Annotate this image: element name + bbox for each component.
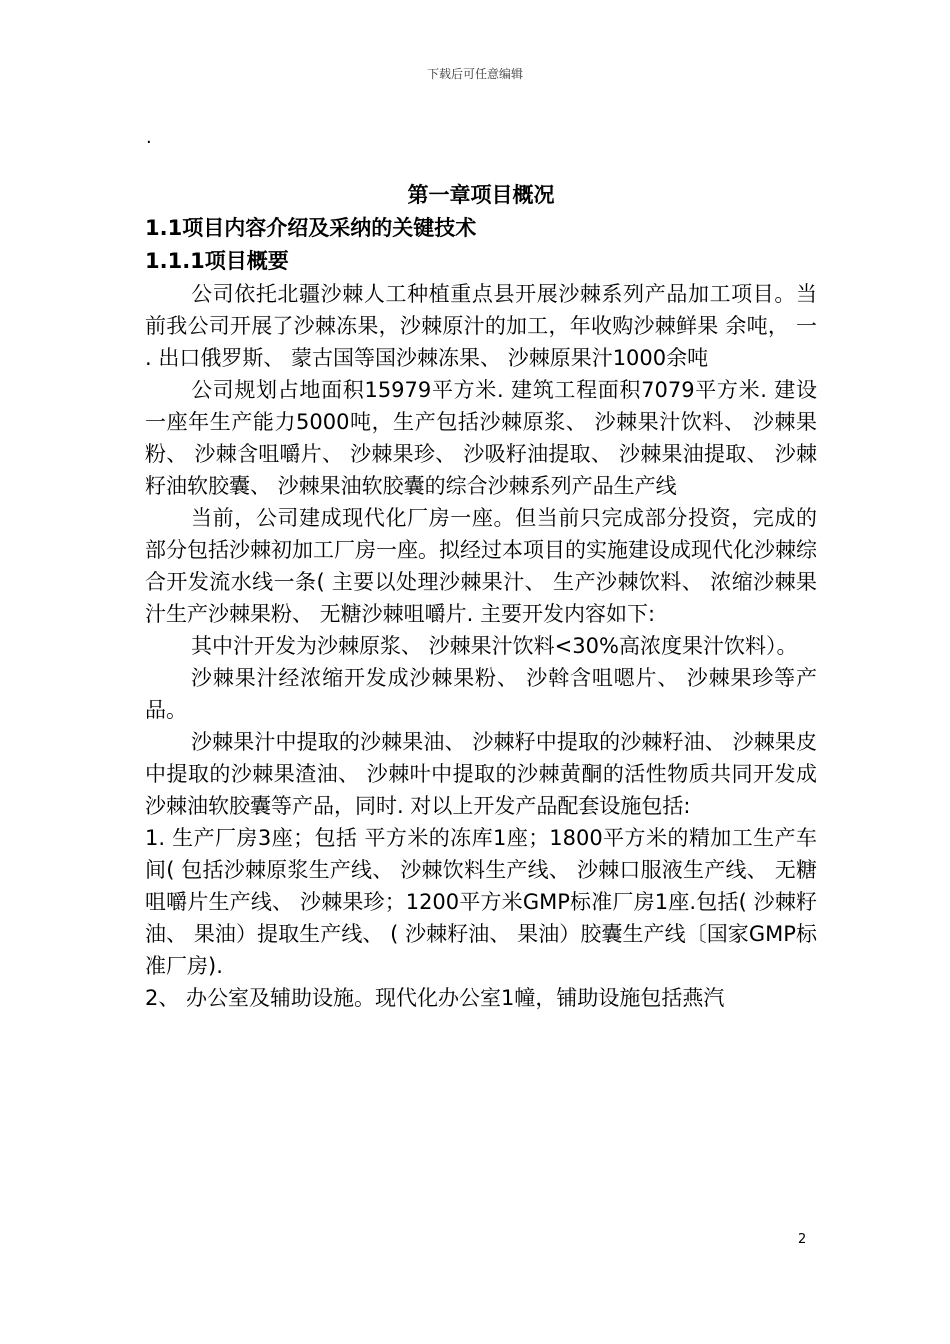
document-body: [145, 178, 817, 1014]
paragraph-overview: 公司依托北疆沙棘人工种植重点县开展沙棘系列产品加工项目。当前我公司开展了沙棘冻果，沙棘原汁的加工，年收购沙棘鲜果 余吨， 一 . 出口俄罗斯、 蒙古国等国沙棘冻果、 沙棘原果汁1000余吨: [145, 282, 817, 370]
subsection-heading: 1.1.1项目概要: [145, 249, 289, 273]
list-item-office: 2、 办公室及辅助设施。现代化办公室1幢，铺助设施包括燕汽: [145, 986, 725, 1010]
list-item-factory: 1. 生产厂房3座；包括 平方米的冻库1座；1800平方米的精加工生产车间( 包括沙棘原浆生产线、 沙棘饮料生产线、 沙棘口服液生产线、 无糖咀嚼片生产线、 沙棘果珍；1200平方米GMP标准厂房1座.包括( 沙棘籽油、 果油）提取生产线、 ( 沙棘籽油、 果油）胶囊生产线〔国家GMP标准厂房).: [145, 826, 817, 978]
chapter-title: 第一章项目概况: [407, 183, 555, 207]
paragraph-powder: 沙棘果汁经浓缩开发成沙棘果粉、 沙斡含咀嗯片、 沙棘果珍等产品。: [145, 666, 817, 722]
page-header: 下载后可任意编辑: [426, 67, 523, 81]
paragraph-status: 当前，公司建成现代化厂房一座。但当前只完成部分投资，完成的部分包括沙棘初加工厂房一座。拟经过本项目的实施建设成现代化沙棘综合开发流水线一条( 主要以处理沙棘果汁、 生产沙棘饮料、 浓缩沙棘果汁生产沙棘果粉、 无糖沙棘咀嚼片. 主要开发内容如下:: [145, 506, 817, 626]
paragraph-oil: 沙棘果汁中提取的沙棘果油、 沙棘籽中提取的沙棘籽油、 沙棘果皮中提取的沙棘果渣油、 沙棘叶中提取的沙棘黄酮的活性物质共同开发成沙棘油软胶囊等产品，同时. 对以上开发产品配套设施包括:: [145, 730, 817, 818]
page-number: 2: [798, 1232, 807, 1247]
leading-mark: .: [146, 127, 152, 148]
section-heading: 1.1项目内容介绍及采纳的关键技术: [145, 216, 477, 240]
paragraph-planning: 公司规划占地面积15979平方米. 建筑工程面积7079平方米. 建设一座年生产能力5000吨，生产包括沙棘原浆、 沙棘果汁饮料、 沙棘果粉、 沙棘含咀嚼片、 沙棘果珍、 沙吸籽油提取、 沙棘果油提取、 沙棘籽油软胶囊、 沙棘果油软胶囊的综合沙棘系列产品生产线: [145, 378, 817, 498]
paragraph-juice: 其中汁开发为沙棘原浆、 沙棘果汁饮料<30%高浓度果汁饮料）。: [191, 634, 798, 658]
